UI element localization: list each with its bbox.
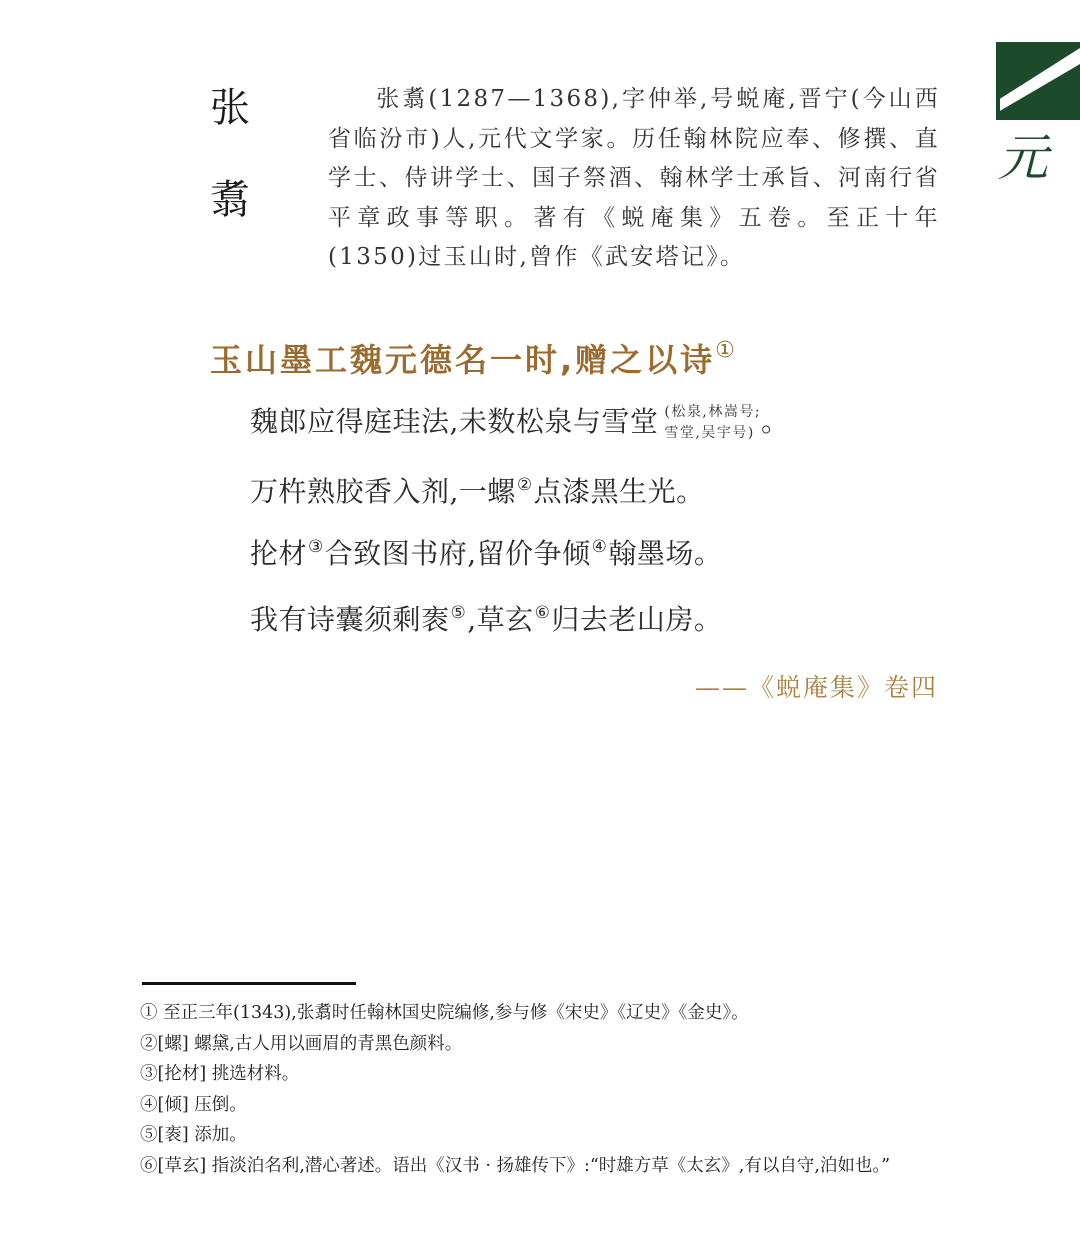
dynasty-label: 元 bbox=[998, 129, 1048, 187]
footnote-marker[interactable]: ⑤ bbox=[450, 603, 467, 623]
poem-title bbox=[210, 335, 930, 381]
footnote-item: ③[抡材] 挑选材料。 bbox=[140, 1064, 300, 1084]
poem-line-text: 翰墨场。 bbox=[608, 537, 723, 570]
footnote-marker[interactable]: ③ bbox=[308, 537, 324, 557]
author-biography: 张翥(1287—1368),字仲举,号蜕庵,晋宁(今山西省临汾市)人,元代文学家。历任翰林院应奉、修撰、直学士、侍讲学士、国子祭酒、翰林学士承旨、河南行省平章政事等职。著有《蜕庵集》五卷。至正十年(1350)过玉山时,曾作《武安塔记》。 bbox=[328, 86, 940, 270]
author-name: 张 翥 bbox=[210, 85, 250, 223]
poem-line-text: 归去老山房。 bbox=[551, 603, 723, 636]
footnote-marker[interactable]: ④ bbox=[591, 537, 608, 557]
footnote-item: ⑤[袠] 添加。 bbox=[140, 1125, 247, 1145]
poem-line-text: 合致图书府,留价争倾 bbox=[324, 537, 591, 570]
poem-line bbox=[250, 532, 722, 572]
poem-line-text: 我有诗囊须剩袠 bbox=[250, 603, 450, 636]
poem-line-text: 魏郎应得庭珪法,未数松泉与雪堂 bbox=[250, 405, 659, 438]
footnote-item: ②[螺] 螺黛,古人用以画眉的青黑色颜料。 bbox=[140, 1033, 463, 1054]
poem-source: ——《蜕庵集》卷四 bbox=[694, 673, 938, 702]
footnote-item: ① 至正三年(1343),张翥时任翰林国史院编修,参与修《宋史》《辽史》《金史》。 bbox=[140, 1003, 749, 1023]
poem-line-text: 抡材 bbox=[250, 537, 308, 570]
title-footnote-marker[interactable]: ① bbox=[715, 338, 735, 363]
footnote-item: ④[倾] 压倒。 bbox=[140, 1094, 247, 1115]
poem-line-text: 点漆黑生光。 bbox=[533, 475, 705, 508]
poem-line-text: ,草玄 bbox=[467, 603, 534, 636]
poem-line bbox=[250, 598, 722, 638]
footnote-list bbox=[140, 998, 940, 1181]
footnote-divider bbox=[142, 982, 356, 985]
footnote-marker[interactable]: ② bbox=[516, 475, 533, 495]
poem-line-text: 。 bbox=[761, 405, 790, 438]
footnote-item: ⑥[草玄] 指淡泊名利,潜心著述。语出《汉书 · 扬雄传下》:“时雄方草《太玄》,有以自守,泊如也。” bbox=[140, 1155, 891, 1176]
footnote-marker[interactable]: ⑥ bbox=[534, 603, 551, 623]
poem-line bbox=[250, 400, 790, 444]
inline-annotation: (松泉,林嵩号; 雪堂,吴宇号) bbox=[664, 404, 762, 441]
poem-title-text: 玉山墨工魏元德名一时,赠之以诗 bbox=[210, 341, 716, 379]
corner-tab-decoration bbox=[996, 40, 1080, 120]
poem-line-text: 万杵熟胶香入剂,一螺 bbox=[250, 475, 516, 508]
poem-line bbox=[250, 470, 705, 510]
